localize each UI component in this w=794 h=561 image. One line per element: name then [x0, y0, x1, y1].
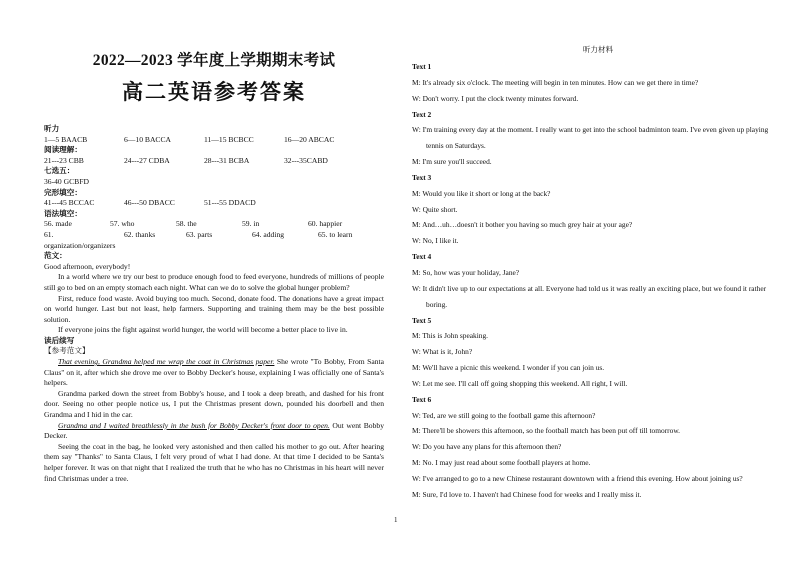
- answer-cell: 65. to learn: [318, 229, 353, 239]
- transcript-title: 听力材料: [582, 45, 614, 54]
- answer-cell: 16—20 ABCAC: [284, 134, 335, 144]
- answer-cell: 64. adding: [252, 229, 285, 239]
- transcript-line: W: What is it, John?: [412, 347, 473, 357]
- essay-paragraph: First, reduce food waste. Avoid buying too much. Second, donate food. The donations have a great impact on world hunger. Last but not least, help farmers. Supporting and training them may be the best possible solution.: [44, 293, 384, 324]
- answer-cell: 57. who: [110, 219, 135, 229]
- continuation-paragraph: Seeing the coat in the bag, he looked very astonished and then called his mother to go out. After hearing them say "Thanks" to Santa Claus, I felt very proud of what I had done. At that time I decided to be Santa's helper forever. It was on that night that I realized the truth that he who has no Christmas in his heart will never find Christmas under a tree.: [44, 441, 384, 483]
- answer-cell: 59. in: [242, 219, 260, 229]
- answer-cell: 28---31 BCBA: [204, 155, 250, 165]
- cloze-heading: 完形填空：: [44, 187, 82, 197]
- answer-cell: 58. the: [176, 219, 197, 229]
- given-sentence: Grandma and I waited breathlessly in the bush for Bobby Decker's front door to open.: [58, 420, 330, 430]
- transcript-section-heading: Text 2: [412, 109, 432, 119]
- essay-paragraph: In a world where we try our best to produce enough food to feed everyone, hundreds of millions of people still go to bed on an empty stomach each night. What can we do to solve the global hunger problem?: [44, 272, 384, 292]
- transcript-line: M: It's already six o'clock. The meeting will begin in ten minutes. How can we get there in time?: [412, 77, 699, 87]
- answer-cell: 61. organization/organizers: [44, 229, 116, 250]
- transcript-line: W: Do you have any plans for this afternoon then?: [412, 442, 562, 452]
- page-number: 1: [394, 516, 398, 524]
- transcript-line: M: We'll have a picnic this weekend. I wonder if you can join us.: [412, 363, 605, 373]
- transcript-line: W: Don't worry. I put the clock twenty minutes forward.: [412, 93, 579, 103]
- answer-key-title: 高二英语参考答案: [122, 80, 306, 104]
- sample-label: 【参考范文】: [44, 346, 90, 356]
- grammar-answers-row: [44, 230, 384, 251]
- listening-answers: [44, 135, 384, 146]
- answer-cell: 56. made: [44, 219, 72, 229]
- continuation-paragraph: [44, 357, 384, 389]
- answer-cell: 63. parts: [186, 229, 213, 239]
- answer-cell: 60. happier: [308, 219, 343, 229]
- seven-choice-answers: 36-40 GCBFD: [44, 176, 89, 186]
- transcript-line: M: So, how was your holiday, Jane?: [412, 267, 520, 277]
- transcript-line: W: It didn't live up to our expectations at all. Everyone had told us it was really an exciting place, but we found it rather boring.: [412, 283, 767, 309]
- transcript-section-heading: Text 4: [412, 252, 432, 262]
- transcript-line: W: No, I like it.: [412, 236, 459, 246]
- listening-heading: 听力: [44, 124, 60, 133]
- transcript-line: W: I've arranged to go to a new Chinese restaurant downtown with a friend this evening. How about joining us?: [412, 473, 743, 483]
- essay-heading: 范文：: [44, 251, 67, 261]
- exam-title: 2022—2023 学年度上学期期末考试: [92, 52, 336, 69]
- transcript-line: M: No. I may just read about some football players at home.: [412, 458, 591, 468]
- transcript-line: M: And…uh…doesn't it bother you having so much grey hair at your age?: [412, 220, 633, 230]
- answer-cell: 41---45 BCCAC: [44, 198, 95, 208]
- essay-paragraph: If everyone joins the fight against world hunger, the world will become a better place to live in.: [58, 325, 348, 335]
- transcript-line: W: Quite short.: [412, 204, 458, 214]
- transcript-section-heading: Text 1: [412, 62, 432, 71]
- continuation-heading: 读后续写: [44, 335, 75, 345]
- answer-cell: 32---35CABD: [284, 155, 328, 165]
- transcript-section-heading: Text 6: [412, 394, 432, 404]
- transcript-line: M: Would you like it short or long at the back?: [412, 188, 551, 198]
- answer-cell: 51---55 DDACD: [204, 198, 256, 208]
- answer-cell: 1—5 BAACB: [44, 134, 88, 144]
- reading-answers: [44, 156, 384, 167]
- right-column: [412, 40, 784, 503]
- transcript-line: M: There'll be showers this afternoon, so the football match has been put off till tomorrow.: [412, 426, 681, 436]
- transcript-section-heading: Text 3: [412, 172, 432, 182]
- transcript-line: W: Let me see. I'll call off going shopping this weekend. All right, I will.: [412, 378, 628, 388]
- transcript-section-heading: Text 5: [412, 315, 432, 325]
- seven-choice-heading: 七选五：: [44, 166, 75, 176]
- essay-greeting: Good afternoon, everybody!: [44, 261, 131, 271]
- paragraph-text: Out went Bobby Decker.: [44, 420, 384, 441]
- reading-heading: 阅读理解：: [44, 145, 82, 155]
- left-column: [44, 124, 384, 484]
- paragraph-text: She wrote "To Bobby, From Santa Claus" on it, after which she drove me over to Bobby Decker's house, explaining I was officially one of Santa's helpers.: [44, 357, 385, 388]
- answer-cell: 6—10 BACCA: [124, 134, 172, 144]
- grammar-answers-row: [44, 219, 384, 230]
- transcript-line: M: I'm sure you'll succeed.: [412, 157, 492, 167]
- grammar-heading: 语法填空：: [44, 208, 82, 218]
- transcript-line: M: Sure, I'd love to. I haven't had Chinese food for weeks and I really miss it.: [412, 489, 642, 499]
- answer-cell: 24---27 CDBA: [124, 155, 170, 165]
- answer-cell: 62. thanks: [124, 229, 156, 239]
- given-sentence: That evening, Grandma helped me wrap the coat in Christmas paper.: [58, 357, 275, 367]
- transcript-line: W: I'm training every day at the moment. I really want to get into the school badminton team. I've even given up playing tennis on Saturdays.: [412, 125, 769, 151]
- transcript-body: [412, 59, 784, 503]
- cloze-answers: [44, 198, 384, 209]
- answer-cell: 21---23 CBB: [44, 155, 84, 165]
- transcript-line: M: This is John speaking.: [412, 331, 489, 341]
- continuation-paragraph: Grandma parked down the street from Bobby's house, and I took a deep breath, and dashed for his front door. Seeing no other people notice us, I put the Christmas present down, pounded his doorbell and then Grandma and I hid in the car.: [44, 388, 384, 420]
- answer-cell: 11—15 BCBCC: [204, 134, 254, 144]
- transcript-line: W: Ted, are we still going to the football game this afternoon?: [412, 410, 596, 420]
- answer-cell: 46---50 DBACC: [124, 198, 175, 208]
- continuation-paragraph: [44, 421, 384, 442]
